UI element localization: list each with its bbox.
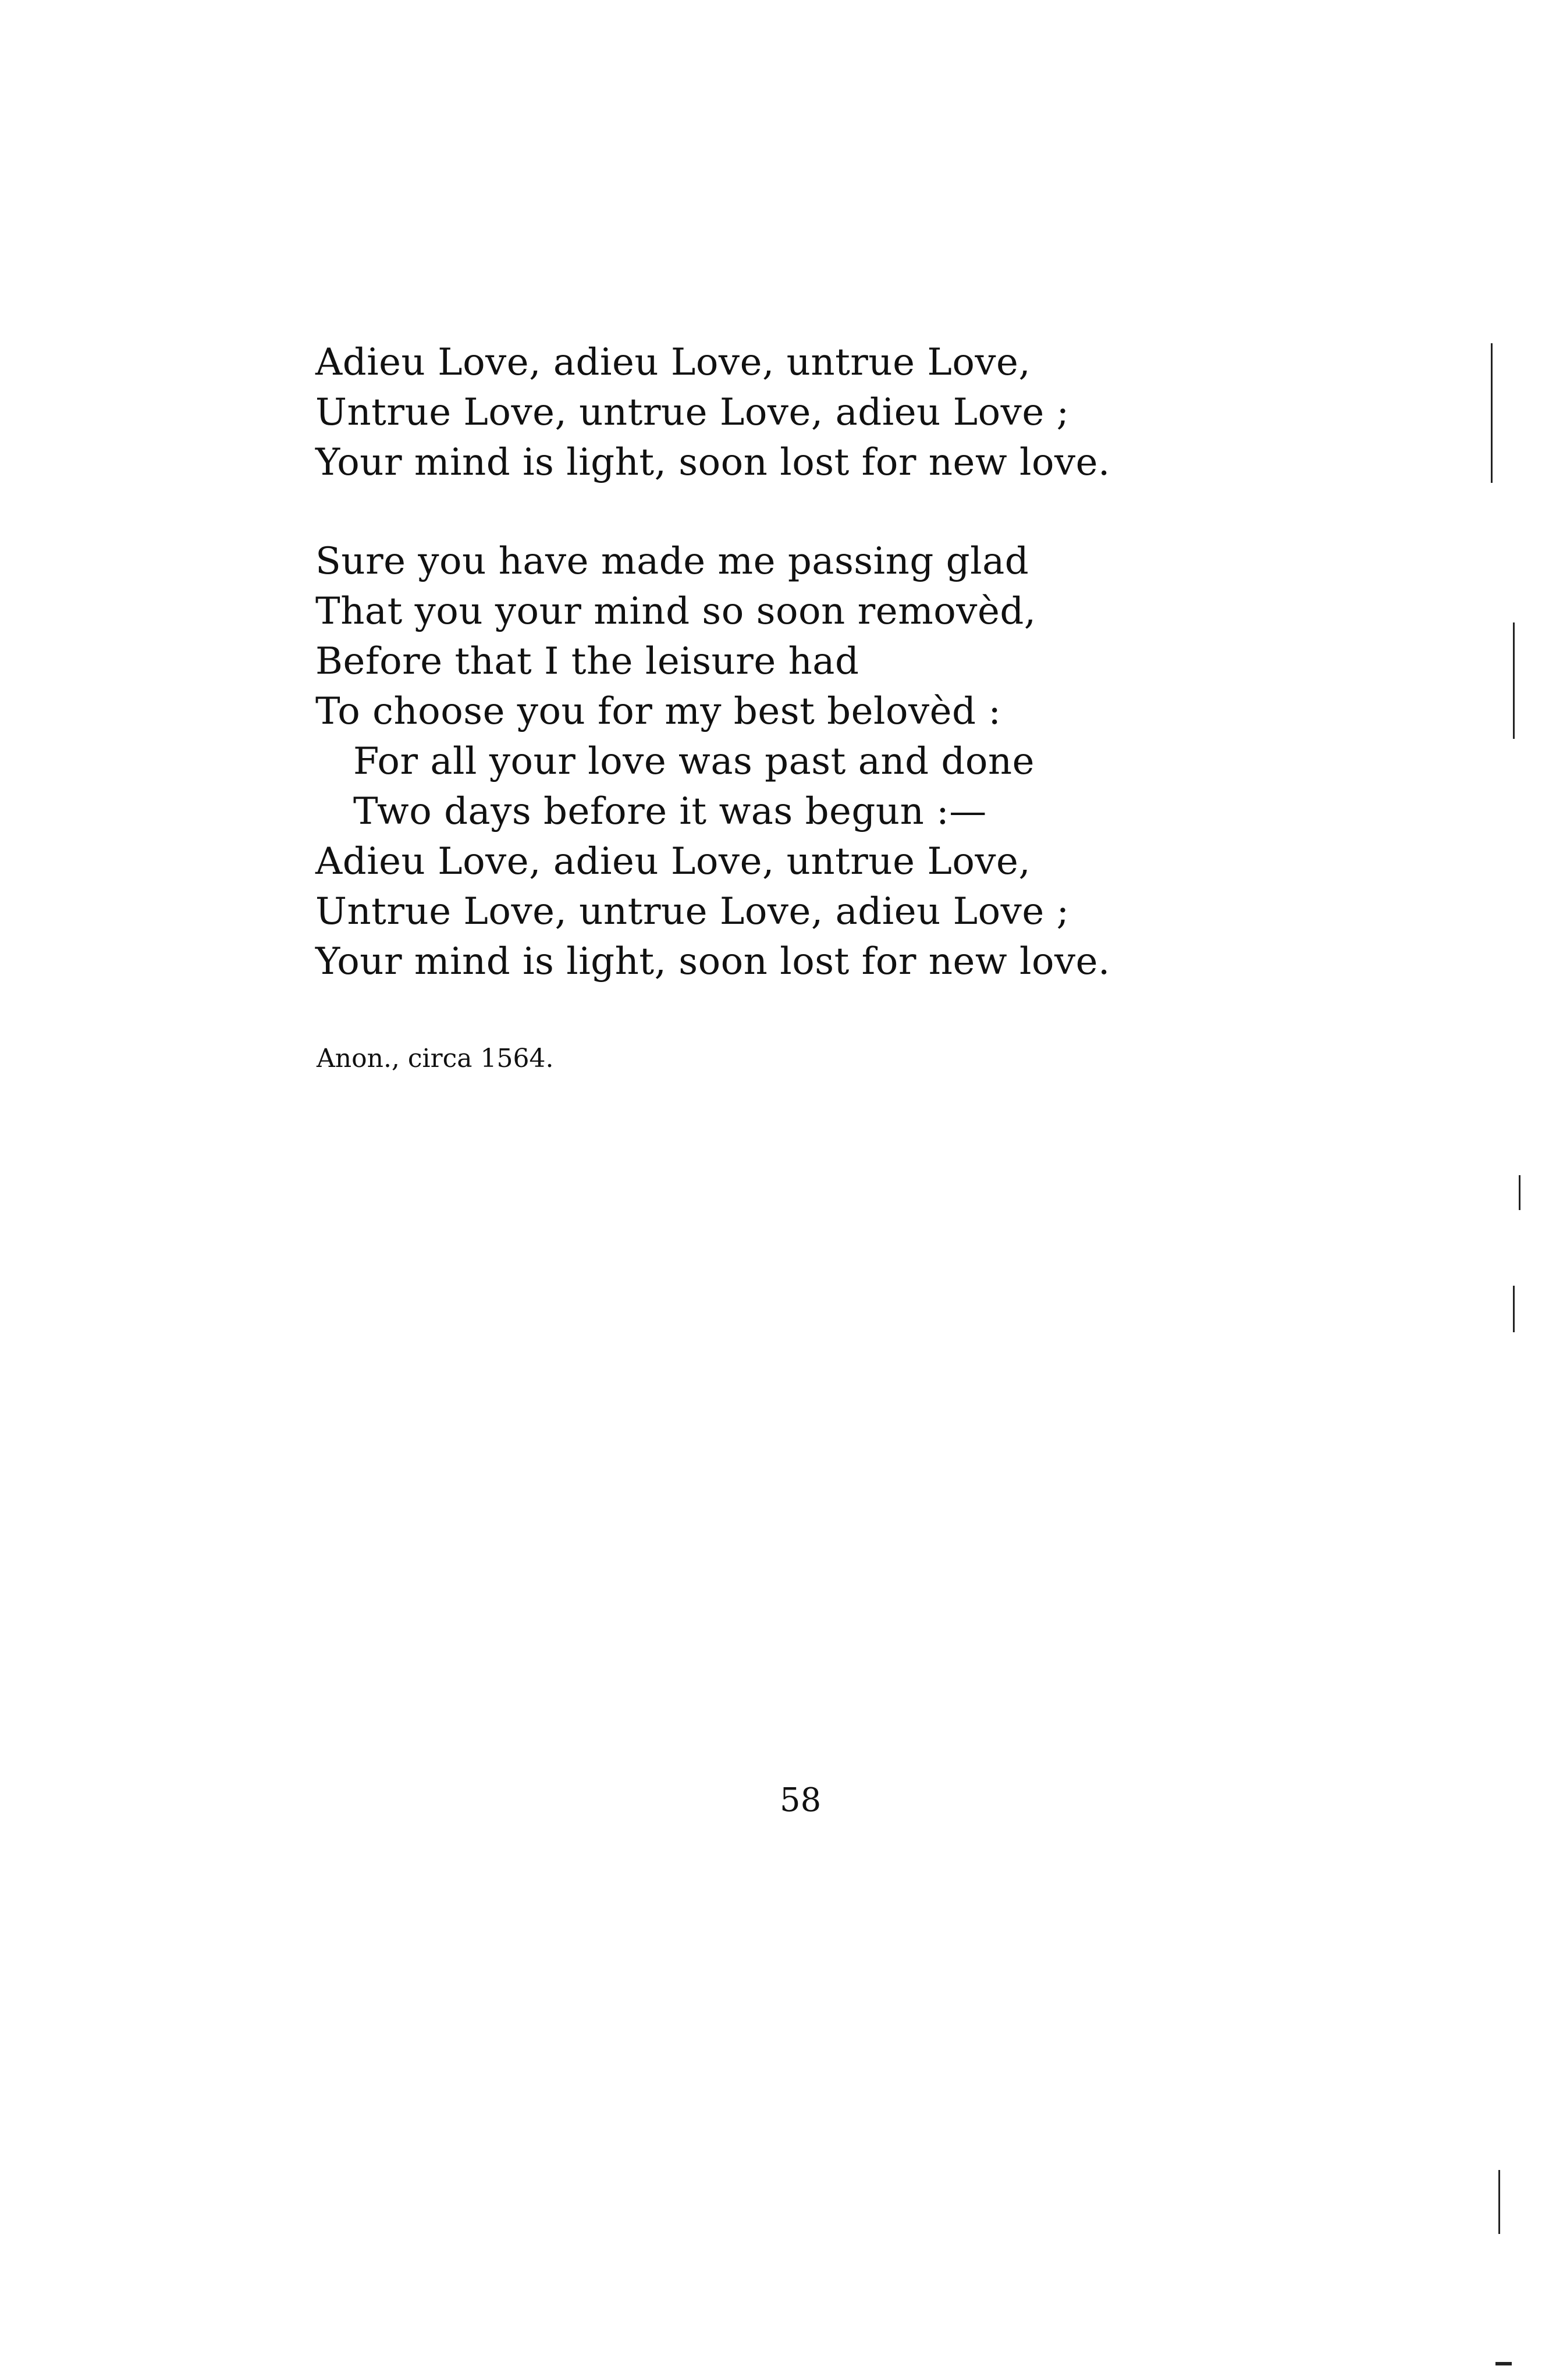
poem-line: That you your mind so soon removèd,: [315, 590, 1036, 633]
stanza-2: [315, 536, 1246, 987]
poem-line: Adieu Love, adieu Love, untrue Love,: [315, 341, 1031, 384]
poem-line: Your mind is light, soon lost for new love.: [315, 441, 1110, 484]
poem-line: Your mind is light, soon lost for new love.: [315, 940, 1110, 983]
scan-edge-mark: [1513, 622, 1515, 739]
poem-line-indented: For all your love was past and done: [353, 740, 1035, 783]
page-number: 58: [780, 1781, 822, 1819]
attribution: Anon., circa 1564.: [317, 1044, 554, 1073]
poem-line: Adieu Love, adieu Love, untrue Love,: [315, 840, 1031, 883]
poem: [315, 337, 1246, 987]
scan-edge-mark: [1498, 2170, 1500, 2234]
poem-line: Before that I the leisure had: [315, 640, 859, 683]
poem-line: Sure you have made me passing glad: [315, 540, 1029, 583]
scan-edge-mark: [1491, 343, 1493, 483]
poem-line: Untrue Love, untrue Love, adieu Love ;: [315, 391, 1070, 434]
scan-edge-mark: [1519, 1175, 1520, 1210]
scan-edge-mark: [1513, 1286, 1515, 1332]
stanza-1: [315, 337, 1246, 488]
poem-line: Untrue Love, untrue Love, adieu Love ;: [315, 890, 1070, 933]
poem-line-indented: Two days before it was begun :—: [353, 790, 987, 833]
scan-edge-mark: [1495, 2362, 1512, 2365]
poem-line: To choose you for my best belovèd :: [315, 690, 1001, 733]
